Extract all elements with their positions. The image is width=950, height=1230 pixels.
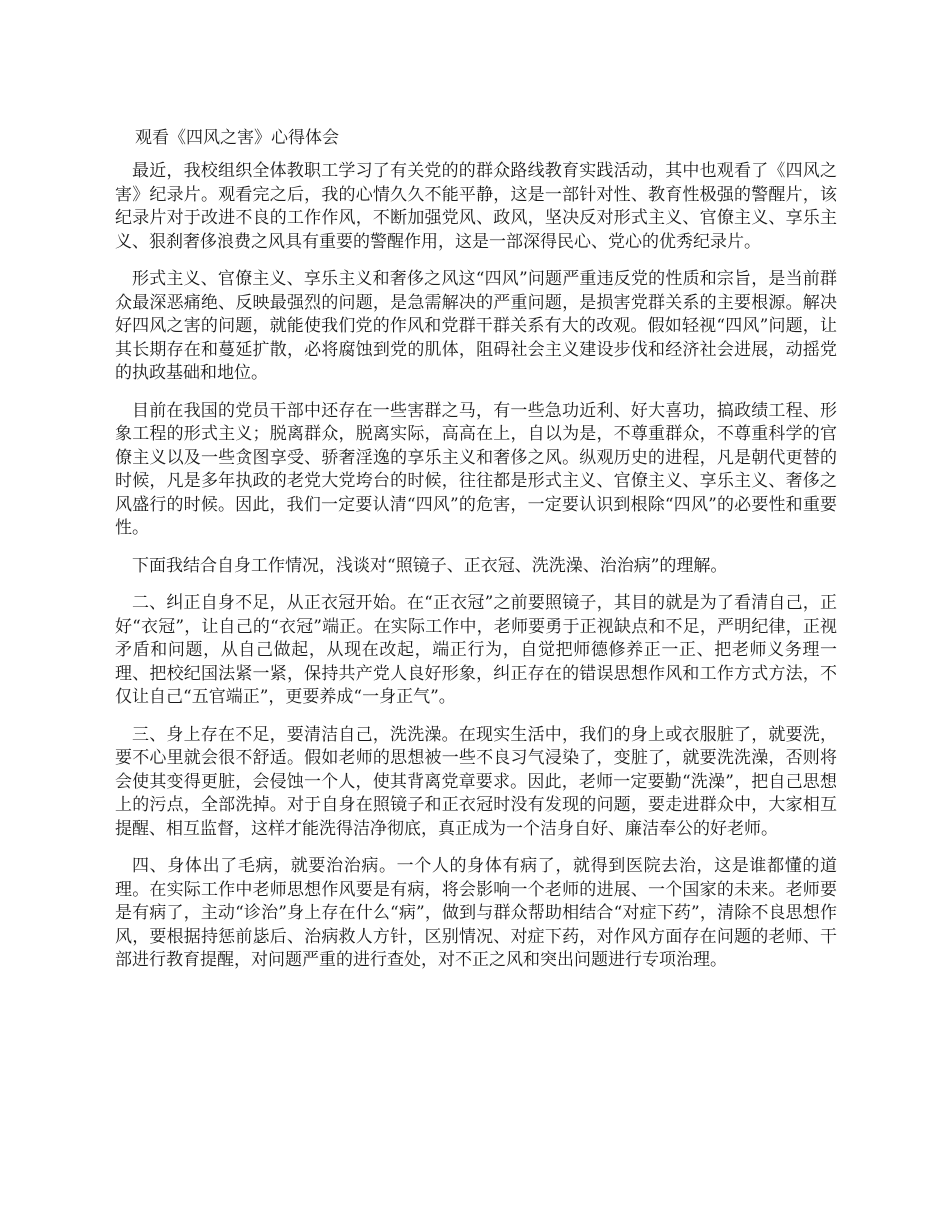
paragraph-intro: 最近，我校组织全体教职工学习了有关党的的群众路线教育实践活动，其中也观看了《四风之害》纪录片。观看完之后，我的心情久久不能平静，这是一部针对性、教育性极强的警醒片，该纪录片对于改进不良的工作作风，不断加强党风、政风，坚决反对形式主义、官僚主义、享乐主义、狠刹奢侈浪费之风具有重要的警醒作用，这是一部深得民心、党心的优秀纪录片。	[115, 161, 837, 252]
document-title: 观看《四风之害》心得体会	[135, 128, 339, 148]
paragraph-current-situation: 目前在我国的党员干部中还存在一些害群之马，有一些急功近利、好大喜功，搞政绩工程、形象工程的形式主义；脱离群众，脱离实际，高高在上，自以为是，不尊重群众，不尊重科学的官僚主义以及一些贪图享受、骄奢淫逸的享乐主义和奢侈之风。纵观历史的进程，凡是朝代更替的时候，凡是多年执政的老党大党垮台的时候，往往都是形式主义、官僚主义、享乐主义、奢侈之风盛行的时候。因此，我们一定要认清“四风”的危害，一定要认识到根除“四风”的必要性和重要性。	[115, 400, 837, 538]
paragraph-point-two: 二、纠正自身不足，从正衣冠开始。在“正衣冠”之前要照镜子，其目的就是为了看清自己，正好“衣冠”，让自己的“衣冠”端正。在实际工作中，老师要勇于正视缺点和不足，严明纪律，正视矛盾和问题，从自己做起，从现在改起，端正行为，自觉把师德修养正一正、把老师义务理一理、把校纪国法紧一紧，保持共产党人良好形象，纠正存在的错误思想作风和工作方式方法，不仅让自己“五官端正”，更要养成“一身正气”。	[115, 593, 837, 707]
paragraph-four-winds: 形式主义、官僚主义、享乐主义和奢侈之风这“四风”问题严重违反党的性质和宗旨，是当前群众最深恶痛绝、反映最强烈的问题，是急需解决的严重问题，是损害党群关系的主要根源。解决好四风之害的问题，就能使我们党的作风和党群干群关系有大的改观。假如轻视“四风”问题，让其长期存在和蔓延扩散，必将腐蚀到党的肌体，阻碍社会主义建设步伐和经济社会进展，动摇党的执政基础和地位。	[115, 269, 837, 383]
paragraph-point-four: 四、身体出了毛病，就要治治病。一个人的身体有病了，就得到医院去治，这是谁都懂的道理。在实际工作中老师思想作风要是有病，将会影响一个老师的进展、一个国家的未来。老师要是有病了，主动“诊治”身上存在什么“病”，做到与群众帮助相结合“对症下药”，清除不良思想作风，要根据持惩前毖后、治病救人方针，区别情况、对症下药，对作风方面存在问题的老师、干部进行教育提醒，对问题严重的进行查处，对不正之风和突出问题进行专项治理。	[115, 856, 837, 970]
paragraph-transition: 下面我结合自身工作情况，浅谈对“照镜子、正衣冠、洗洗澡、治治病”的理解。	[132, 555, 728, 576]
document-body	[115, 126, 837, 987]
paragraph-point-three: 三、身上存在不足，要清洁自己，洗洗澡。在现实生活中，我们的身上或衣服脏了，就要洗，要不心里就会很不舒适。假如老师的思想被一些不良习气浸染了，变脏了，就要洗洗澡，否则将会使其变得更脏，会侵蚀一个人，使其背离党章要求。因此，老师一定要勤“洗澡”，把自己思想上的污点，全部洗掉。对于自身在照镜子和正衣冠时没有发现的问题，要走进群众中，大家相互提醒、相互监督，这样才能洗得洁净彻底，真正成为一个洁身自好、廉洁奉公的好老师。	[115, 724, 837, 839]
